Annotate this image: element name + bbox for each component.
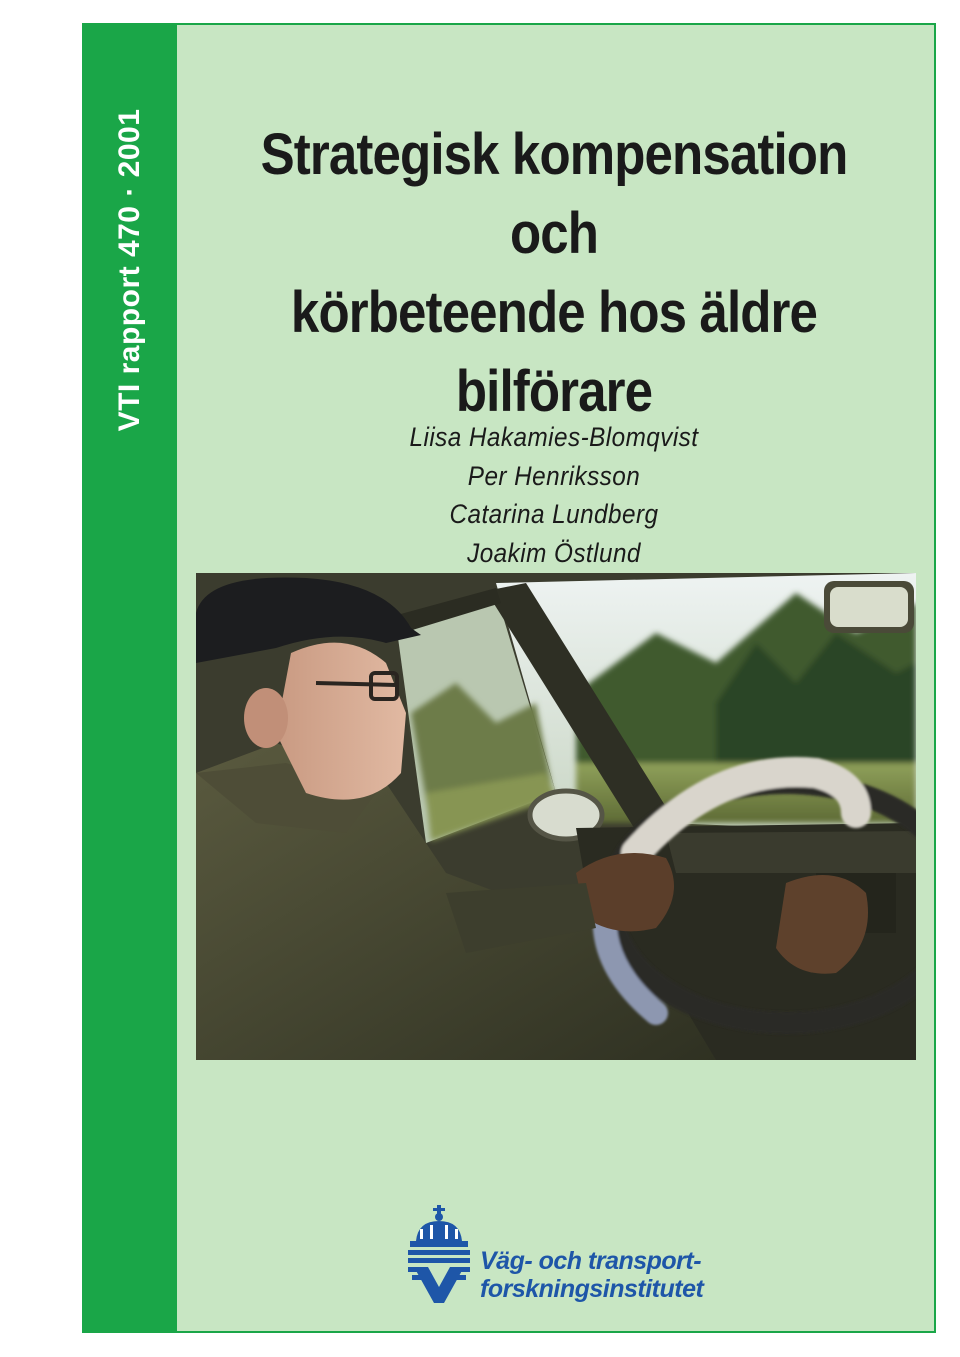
report-cover (82, 23, 936, 1333)
vti-logo (402, 1205, 702, 1315)
cover-photo (196, 573, 916, 1060)
logo-text-line-1: Väg- och transport- (480, 1247, 702, 1275)
author-name: Catarina Lundberg (449, 499, 659, 529)
title-line-3: bilförare (455, 359, 653, 424)
title-line-2: körbeteende hos äldre (290, 280, 818, 345)
author-list (194, 418, 914, 572)
author-name: Liisa Hakamies-Blomqvist (409, 422, 699, 452)
spine-label: VTI rapport 470 · 2001 (113, 108, 146, 432)
driver-photo-illustration (196, 573, 916, 1060)
author-name: Per Henriksson (467, 460, 641, 491)
logo-text-line-2: forskningsinstitutet (480, 1275, 704, 1303)
cover-spine (84, 25, 177, 1331)
title-line-1: Strategisk kompensation och (260, 122, 848, 266)
report-title (237, 115, 871, 431)
crown-emblem-icon (402, 1205, 477, 1305)
author-name: Joakim Östlund (467, 537, 641, 568)
